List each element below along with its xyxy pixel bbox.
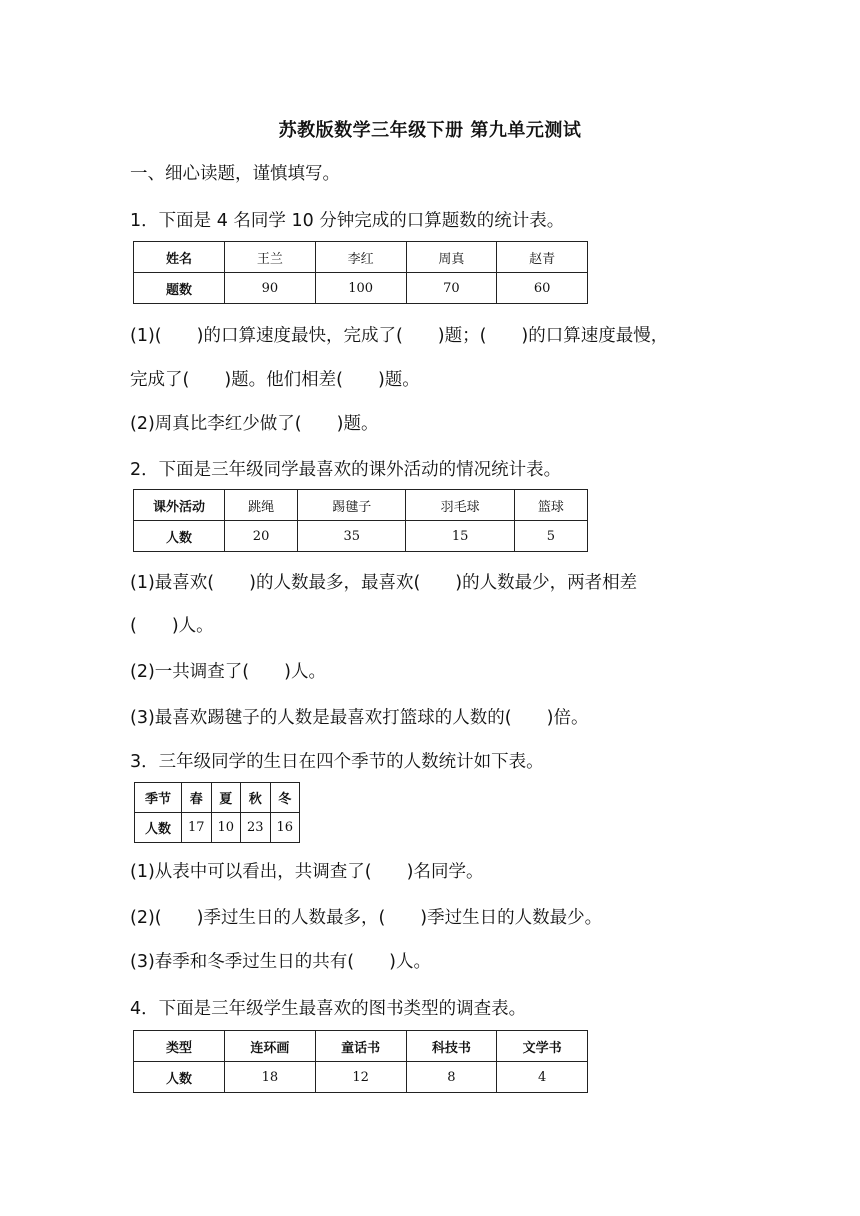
- q2-row-label: 人数: [134, 521, 225, 552]
- q1-row-label: 题数: [134, 273, 225, 304]
- q3-header-cell: 季节: [135, 783, 182, 813]
- q4-header-cell: 文学书: [497, 1031, 588, 1062]
- q1-value-cell: 100: [315, 273, 406, 304]
- q4-value-cell: 8: [406, 1062, 497, 1093]
- q3-part3: (3)春季和冬季过生日的共有( )人。: [130, 952, 431, 972]
- page-title: 苏教版数学三年级下册 第九单元测试: [278, 120, 582, 141]
- q3-header-cell: 秋: [241, 783, 271, 813]
- q3-table: [134, 782, 300, 843]
- q1-value-cell: 70: [406, 273, 497, 304]
- q2-part3: (3)最喜欢踢毽子的人数是最喜欢打篮球的人数的( )倍。: [130, 708, 589, 728]
- q4-stem: 4．下面是三年级学生最喜欢的图书类型的调查表。: [130, 999, 527, 1019]
- q2-value-cell: 35: [298, 521, 406, 552]
- q2-header-cell: 跳绳: [225, 490, 298, 521]
- q2-value-cell: 20: [225, 521, 298, 552]
- q1-value-cell: 60: [497, 273, 588, 304]
- q4-header-cell: 类型: [134, 1031, 225, 1062]
- q3-part2: (2)( )季过生日的人数最多，( )季过生日的人数最少。: [130, 908, 603, 928]
- q4-value-cell: 18: [225, 1062, 316, 1093]
- q1-header-cell: 姓名: [134, 242, 225, 273]
- q4-row-label: 人数: [134, 1062, 225, 1093]
- q3-row-label: 人数: [135, 813, 182, 843]
- q2-part2: (2)一共调查了( )人。: [130, 662, 326, 682]
- q1-stem: 1．下面是 4 名同学 10 分钟完成的口算题数的统计表。: [130, 211, 565, 231]
- q1-table: [133, 241, 588, 304]
- q3-value-cell: 10: [211, 813, 241, 843]
- q4-header-cell: 连环画: [225, 1031, 316, 1062]
- q1-value-cell: 90: [225, 273, 316, 304]
- q4-header-cell: 科技书: [406, 1031, 497, 1062]
- q3-part1: (1)从表中可以看出，共调查了( )名同学。: [130, 862, 484, 882]
- q4-table: [133, 1030, 588, 1093]
- q1-header-cell: 赵青: [497, 242, 588, 273]
- q2-header-cell: 篮球: [514, 490, 587, 521]
- q3-value-cell: 23: [241, 813, 271, 843]
- q4-value-cell: 4: [497, 1062, 588, 1093]
- q2-stem: 2．下面是三年级同学最喜欢的课外活动的情况统计表。: [130, 460, 562, 480]
- q1-header-cell: 王兰: [225, 242, 316, 273]
- q1-header-cell: 周真: [406, 242, 497, 273]
- q2-value-cell: 15: [406, 521, 514, 552]
- q4-value-cell: 12: [315, 1062, 406, 1093]
- q2-part1-line1: (1)最喜欢( )的人数最多，最喜欢( )的人数最少，两者相差: [130, 573, 638, 593]
- q2-header-cell: 课外活动: [134, 490, 225, 521]
- q4-header-cell: 童话书: [315, 1031, 406, 1062]
- q2-header-cell: 踢毽子: [298, 490, 406, 521]
- q3-stem: 3．三年级同学的生日在四个季节的人数统计如下表。: [130, 752, 544, 772]
- q2-table: [133, 489, 588, 552]
- q1-part1-line2: 完成了( )题。他们相差( )题。: [130, 370, 420, 390]
- q1-part2: (2)周真比李红少做了( )题。: [130, 414, 379, 434]
- q3-value-cell: 16: [270, 813, 300, 843]
- q2-header-cell: 羽毛球: [406, 490, 514, 521]
- q2-part1-line2: ( )人。: [130, 616, 214, 636]
- q1-header-cell: 李红: [315, 242, 406, 273]
- q1-part1-line1: (1)( )的口算速度最快，完成了( )题；( )的口算速度最慢，: [130, 326, 669, 346]
- q2-value-cell: 5: [514, 521, 587, 552]
- q3-header-cell: 冬: [270, 783, 300, 813]
- section-heading: 一、细心读题，谨慎填写。: [130, 164, 340, 184]
- q3-header-cell: 春: [182, 783, 212, 813]
- q3-value-cell: 17: [182, 813, 212, 843]
- q3-header-cell: 夏: [211, 783, 241, 813]
